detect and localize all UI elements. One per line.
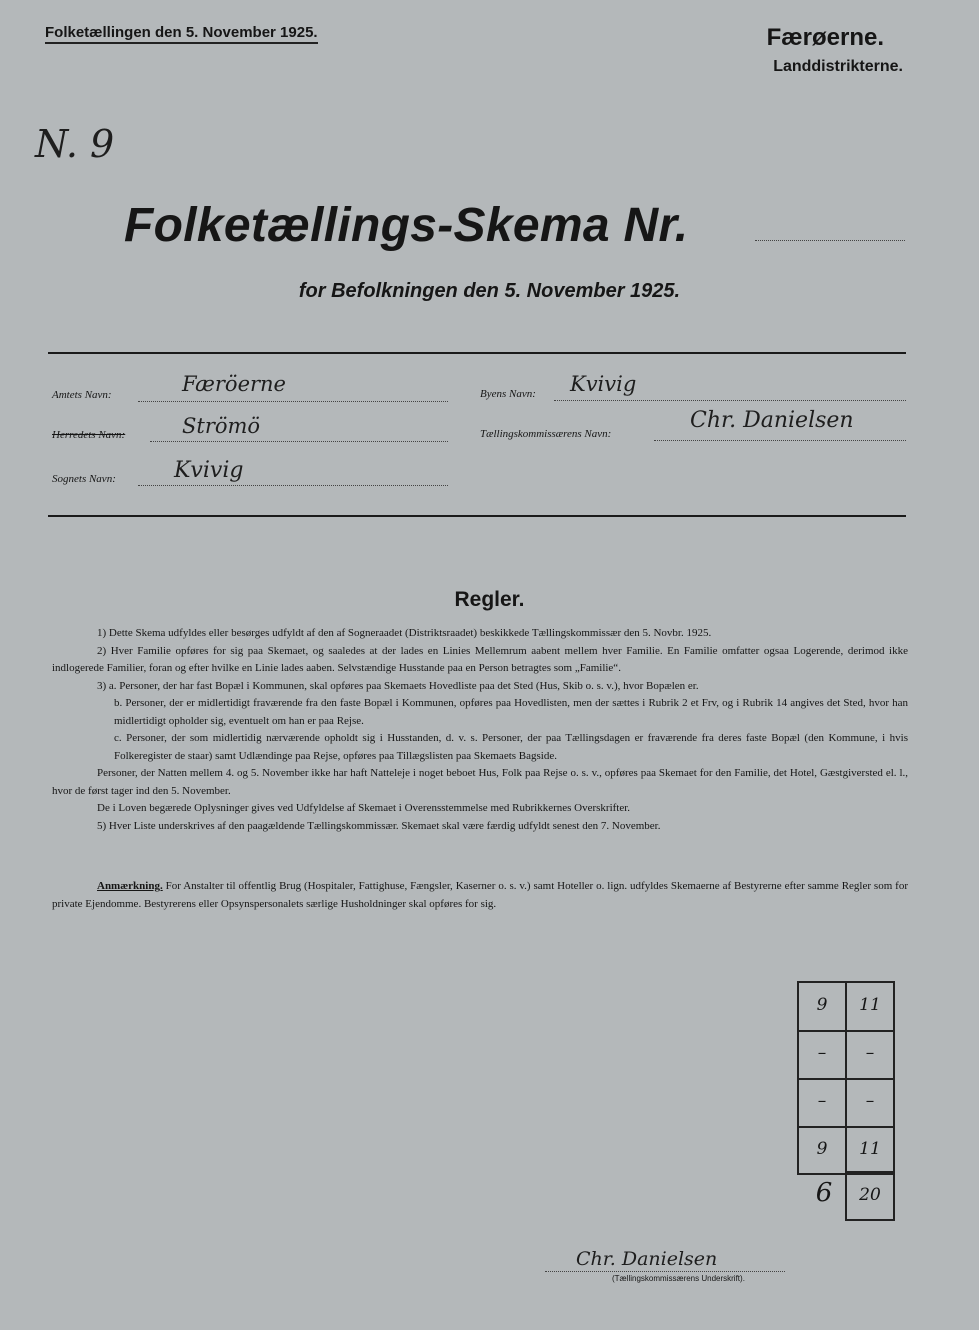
tally-total-right: 20 — [859, 1185, 881, 1205]
herred-line — [150, 441, 448, 442]
sogn-label: Sognets Navn: — [52, 473, 116, 485]
tally-cell: 9 — [816, 995, 828, 1015]
title-fill-line — [755, 240, 905, 241]
commissioner-signature: Chr. Danielsen — [576, 1248, 718, 1270]
rule-1: 1) Dette Skema udfyldes eller besørges udfyldt af den af Sogneraadet (Distriktsraadet) beskikkede Tællingskommissær den 5. Novbr. 1925. — [97, 627, 712, 639]
handwritten-form-number: N. 9 — [35, 122, 115, 166]
sogn-value: Kvivig — [174, 458, 244, 483]
census-date-header: Folketællingen den 5. November 1925. — [45, 24, 318, 44]
rule-3c: c. Personer, der som midlertidig nærværende opholdt sig i Husstanden, d. v. s. Personer, der paa Tællingsdagen er fraværende fra deres faste Bopæl (den Kommune, i hvis Folkeregister de staar) samt Udlændinge paa Rejse, opføres paa Tillægslisten paa Skemaets Bagside. — [114, 732, 908, 762]
tally-row-divider — [799, 1030, 893, 1032]
rule-5: 5) Hver Liste underskrives af den paagældende Tællingskommissær. Skemaet skal være færdig udfyldt senest den 7. November. — [97, 819, 661, 832]
tally-cell: 11 — [859, 1139, 881, 1159]
kommissaer-value: Chr. Danielsen — [690, 408, 854, 433]
tally-cell: – — [865, 1043, 875, 1063]
herred-label: Herredets Navn: — [52, 429, 126, 441]
by-value: Kvivig — [570, 372, 637, 396]
by-line — [554, 400, 906, 401]
signature-line — [545, 1271, 785, 1272]
herred-value: Strömö — [182, 414, 261, 438]
rules-list — [52, 625, 908, 835]
kommissaer-line — [654, 440, 906, 441]
by-label: Byens Navn: — [480, 388, 536, 400]
amt-line — [138, 401, 448, 402]
tally-table — [797, 981, 895, 1175]
tally-cell: 9 — [816, 1139, 828, 1159]
signature-label: (Tællingskommissærens Underskrift). — [612, 1274, 745, 1283]
tally-total-left: 6 — [815, 1178, 833, 1208]
tally-row-divider — [799, 1126, 893, 1128]
top-divider — [48, 352, 906, 354]
tally-row-divider — [799, 1078, 893, 1080]
amt-label: Amtets Navn: — [52, 389, 112, 401]
rule-3a: 3) a. Personer, der har fast Bopæl i Kommunen, skal opføres paa Skemaets Hovedliste paa det Sted (Hus, Skib o. s. v.), hvor Bopælen er. — [97, 679, 699, 692]
rule-2: 2) Hver Familie opføres for sig paa Skemaet, og saaledes at der lades en Linies Mellemrum aabent mellem hver Familie. En Familie omfatter ogsaa Logerende, derimod ikke indlogerede Familier, foran og efter hvilke en Linie lades aaben. Selvstændige Husstande paa en Person betragtes som „Familie“. — [52, 644, 908, 674]
fields-divider — [48, 515, 906, 517]
note-label: Anmærkning. — [97, 880, 163, 892]
tally-cell: 11 — [859, 995, 881, 1015]
sogn-line — [138, 485, 448, 486]
rule-4: De i Loven begærede Oplysninger gives ved Udfyldelse af Skemaet i Overensstemmelse med Rubrikkernes Overskrifter. — [97, 802, 631, 814]
form-title: Folketællings-Skema Nr. — [124, 199, 689, 252]
tally-cell: – — [817, 1043, 827, 1063]
form-subtitle: for Befolkningen den 5. November 1925. — [298, 280, 681, 302]
amt-value: Færöerne — [182, 372, 286, 396]
district-subtitle: Landdistrikterne. — [773, 58, 903, 75]
rule-3d: Personer, der Natten mellem 4. og 5. November ikke har haft Natteleje i noget beboet Hus, Folk paa Rejse o. s. v., opføres paa Skemaet for den Familie, det Hotel, Gæstgiversted el. l., hvor de først tager ind den 5. November. — [52, 767, 908, 797]
tally-total-box — [845, 1171, 895, 1221]
note-text: For Anstalter til offentlig Brug (Hospitaler, Fattighuse, Fængsler, Kaserner o. s. v.) samt Hoteller o. lign. udfyldes Skemaerne af Bestyrerne efter samme Regler som for private Ejendomme. Bestyrerens eller Opsynspersonalets særlige Husholdninger skal opføres for sig. — [52, 880, 908, 910]
rule-3b: b. Personer, der er midlertidigt fraværende fra den faste Bopæl i Kommunen, opføres paa Hovedlisten, men der sættes i Rubrik 2 et Frv, og i Rubrik 14 angives det Sted, hvor han midlertidigt opholder sig, eventuelt om han er paa Rejse. — [114, 697, 908, 727]
rules-heading: Regler. — [454, 588, 525, 611]
tally-cell: – — [865, 1091, 875, 1111]
region-title: Færøerne. — [766, 24, 884, 51]
tally-cell: – — [817, 1091, 827, 1111]
annotation-note — [52, 878, 908, 913]
kommissaer-label: Tællingskommissærens Navn: — [480, 428, 612, 440]
